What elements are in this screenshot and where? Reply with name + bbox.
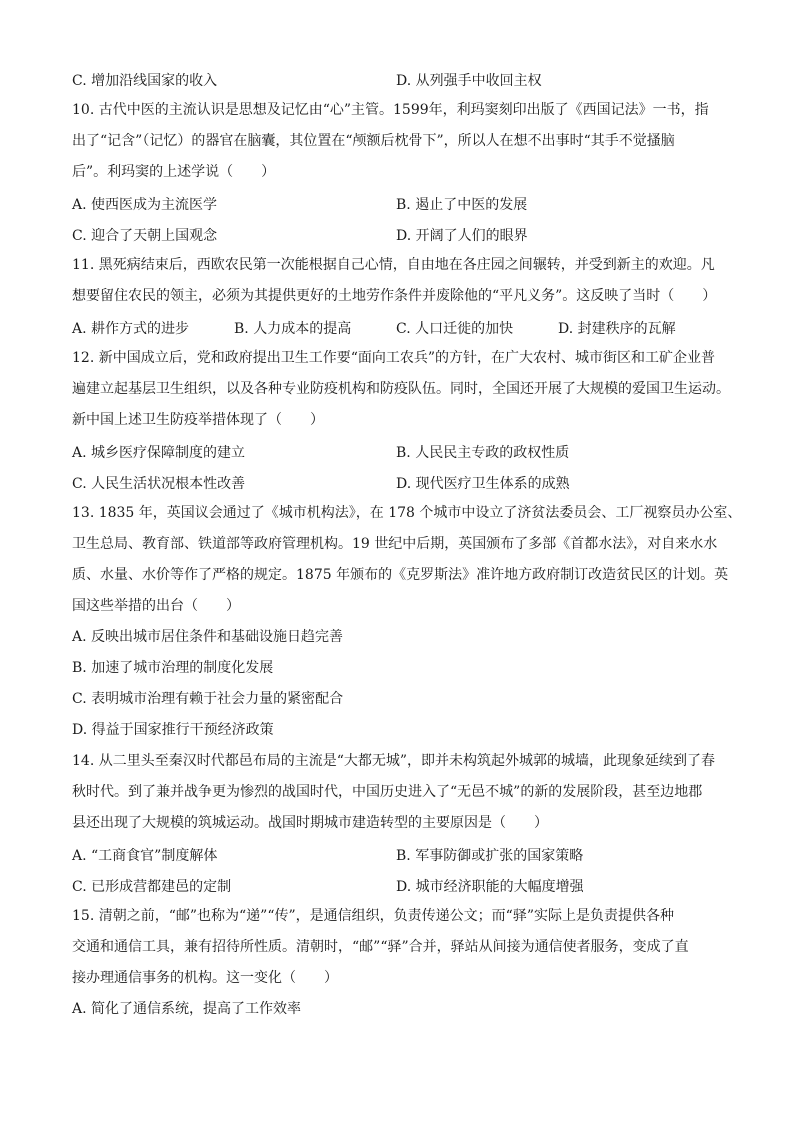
q13-stem-line-4: 国这些举措的出台（ ） — [72, 598, 240, 614]
q15-stem-line-3: 接办理通信事务的机构。这一变化（ ） — [72, 970, 338, 986]
q14-stem-line-1: 14. 从二里头至秦汉时代都邑布局的主流是“大都无城”，即并未构筑起外城郭的城墙，此现象延续到了春 — [72, 753, 716, 769]
q15-option-a[interactable]: A. 简化了通信系统，提高了工作效率 — [72, 1001, 302, 1017]
q10-option-c[interactable]: C. 迎合了天朝上国观念 — [72, 227, 218, 244]
q13-option-d[interactable]: D. 得益于国家推行干预经济政策 — [72, 722, 274, 738]
q11-option-a[interactable]: A. 耕作方式的进步 — [72, 320, 190, 337]
q10-options-row-ab — [72, 188, 732, 219]
q13-stem-line-1: 13. 1835 年，英国议会通过了《城市机构法》，在 178 个城市中设立了济贫法委员会、工厂视察员办公室、 — [72, 505, 742, 521]
question-15 — [72, 901, 732, 1025]
question-14 — [72, 746, 732, 901]
q14-option-c[interactable]: C. 已形成营都建邑的定制 — [72, 878, 232, 895]
q13-option-b[interactable]: B. 加速了城市治理的制度化发展 — [72, 660, 274, 676]
q15-stem-line-1: 15. 清朝之前，“邮”也称为“递”“传”，是通信组织，负责传递公文；而“驿”实际上是负责提供各种 — [72, 908, 674, 924]
q13-option-c[interactable]: C. 表明城市治理有赖于社会力量的紧密配合 — [72, 691, 344, 707]
q15-stem-line-2: 交通和通信工具，兼有招待所性质。清朝时，“邮”“驿”合并，驿站从间接为通信使者服务，变成了直 — [72, 939, 689, 955]
q11-stem-line-2: 想要留住农民的领主，必须为其提供更好的土地劳作条件并废除他的“平凡义务”。这反映了当时（ ） — [72, 288, 717, 304]
q11-option-c[interactable]: C. 人口迁徙的加快 — [396, 320, 514, 337]
question-10 — [72, 95, 732, 250]
q12-stem-line-3: 新中国上述卫生防疫举措体现了（ ） — [72, 412, 324, 428]
q11-stem-line-1: 11. 黑死病结束后，西欧农民第一次能根据自己心情，自由地在各庄园之间辗转，并受到新主的欢迎。凡 — [72, 257, 715, 273]
q14-option-d[interactable]: D. 城市经济职能的大幅度增强 — [396, 878, 584, 895]
question-13 — [72, 498, 742, 746]
q14-stem-line-2: 秋时代。到了兼并战争更为惨烈的战国时代，中国历史进入了“无邑不城”的新的发展阶段，甚至边地郡 — [72, 784, 703, 800]
q14-stem-line-3: 县还出现了大规模的筑城运动。战国时期城市建造转型的主要原因是（ ） — [72, 815, 548, 831]
q10-option-d[interactable]: D. 开阔了人们的眼界 — [396, 227, 528, 244]
q14-options-row-cd — [72, 870, 732, 901]
q12-option-a[interactable]: A. 城乡医疗保障制度的建立 — [72, 444, 246, 461]
q13-stem-line-2: 卫生总局、教育部、铁道部等政府管理机构。19 世纪中后期，英国颁布了多部《首都水法》，对自来水水 — [72, 536, 718, 552]
q13-option-a[interactable]: A. 反映出城市居住条件和基础设施日趋完善 — [72, 629, 344, 645]
q12-options-row-cd — [72, 467, 732, 498]
q10-options-row-cd — [72, 219, 732, 250]
q10-stem-line-3: 后”。利玛窦的上述学说（ ） — [72, 164, 276, 180]
q10-stem-line-2: 出了“记含”（记忆）的器官在脑囊，其位置在“颅额后枕骨下”，所以人在想不出事时“其手不觉搔脑 — [72, 133, 675, 149]
q9-options-row-cd — [72, 64, 732, 95]
q14-option-a[interactable]: A. “工商食官”制度解体 — [72, 847, 218, 864]
q12-stem-line-1: 12. 新中国成立后，党和政府提出卫生工作要“面向工农兵”的方针，在广大农村、城市街区和工矿企业普 — [72, 350, 716, 366]
q11-option-d[interactable]: D. 封建秩序的瓦解 — [558, 320, 676, 337]
q12-option-d[interactable]: D. 现代医疗卫生体系的成熟 — [396, 475, 570, 492]
question-12 — [72, 343, 732, 498]
q12-option-c[interactable]: C. 人民生活状况根本性改善 — [72, 475, 246, 492]
q12-option-b[interactable]: B. 人民民主专政的政权性质 — [396, 444, 570, 461]
q11-option-b[interactable]: B. 人力成本的提高 — [234, 320, 352, 337]
q9-option-d[interactable]: D. 从列强手中收回主权 — [396, 72, 542, 89]
q13-stem-line-3: 质、水量、水价等作了严格的规定。1875 年颁布的《克罗斯法》准许地方政府制订改造贫民区的计划。英 — [72, 567, 729, 583]
q9-option-c[interactable]: C. 增加沿线国家的收入 — [72, 72, 218, 89]
q14-option-b[interactable]: B. 军事防御或扩张的国家策略 — [396, 847, 584, 864]
q11-options-row — [72, 312, 732, 343]
q10-stem-line-1: 10. 古代中医的主流认识是思想及记忆由“心”主管。1599年，利玛窦刻印出版了《西国记法》一书，指 — [72, 102, 709, 118]
q12-stem-line-2: 遍建立起基层卫生组织，以及各种专业防疫机构和防疫队伍。同时，全国还开展了大规模的爱国卫生运动。 — [72, 381, 730, 397]
q14-options-row-ab — [72, 839, 732, 870]
exam-page — [72, 64, 742, 1025]
q10-option-b[interactable]: B. 遏止了中医的发展 — [396, 196, 528, 213]
q10-option-a[interactable]: A. 使西医成为主流医学 — [72, 196, 218, 213]
q12-options-row-ab — [72, 436, 732, 467]
question-11 — [72, 250, 732, 343]
